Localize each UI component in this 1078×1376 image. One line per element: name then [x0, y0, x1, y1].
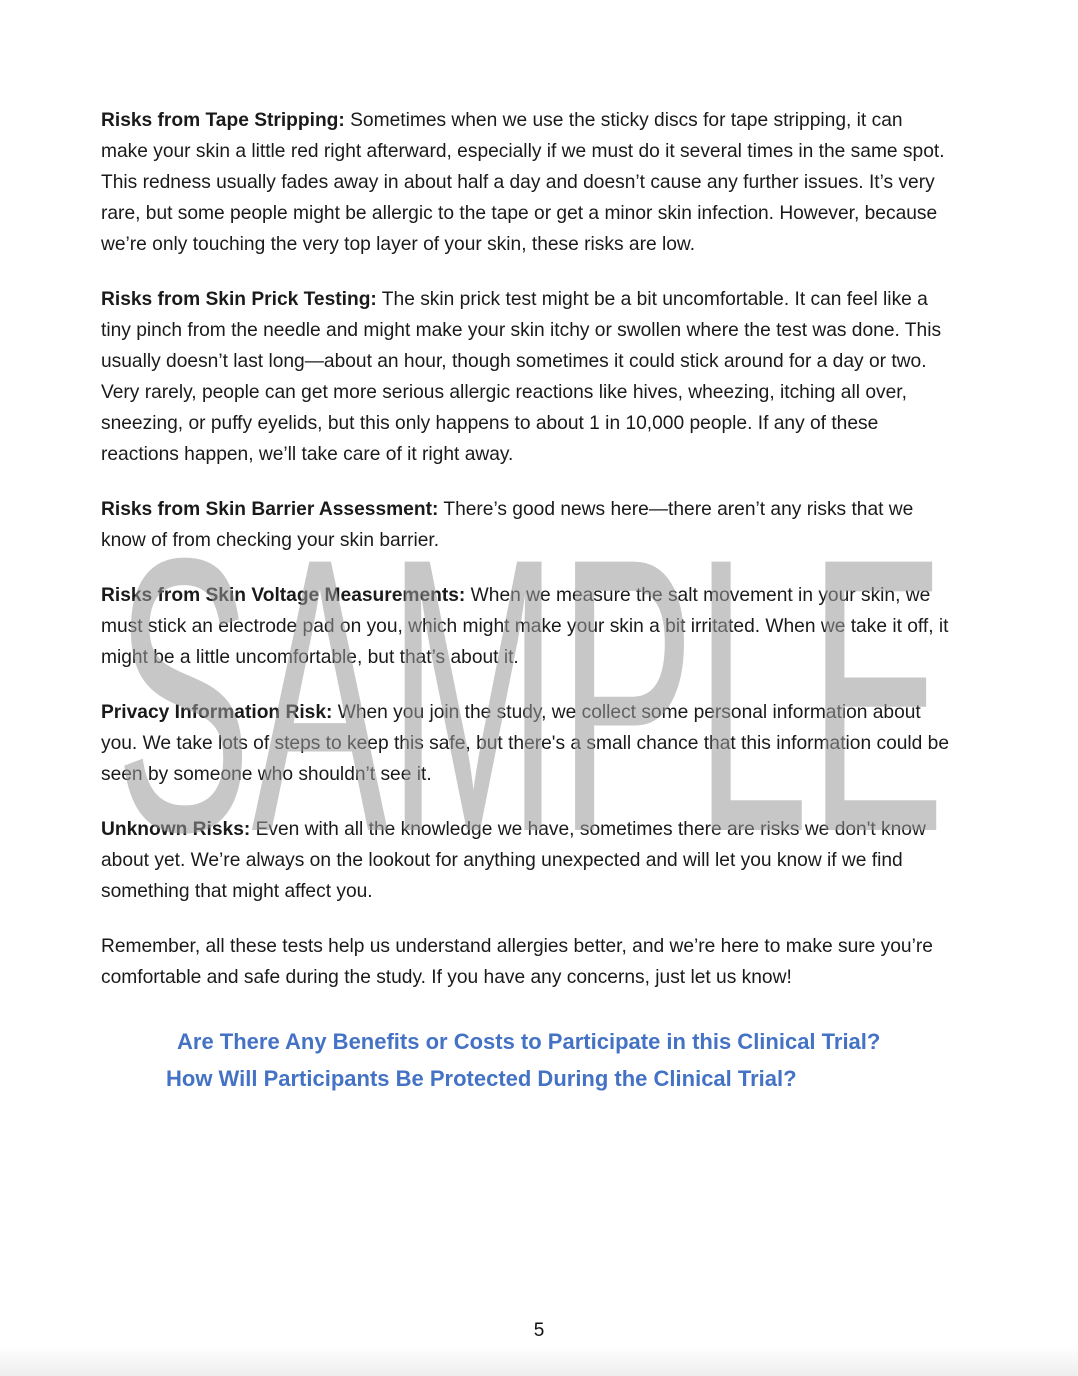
paragraph-text: The skin prick test might be a bit uncomfortable. It can feel like a tiny pinch from the needle and might make your skin itchy or swollen where the test was done. This usually doesn’t last long—about an hour, though sometimes it could stick around for a day or two. Very rarely, people can get more serious allergic reactions like hives, wheezing, itching all over, sneezing, or puffy eyelids, but this only happens to about 1 in 10,000 people. If any of these reactions happen, we’ll take care of it right away. — [101, 289, 942, 465]
page-number: 5 — [533, 1320, 545, 1341]
paragraph-skin-prick — [101, 284, 951, 470]
paragraph-text: There’s good news here—there aren’t any risks that we know of from checking your skin barrier. — [101, 499, 914, 551]
paragraph-label: Risks from Skin Barrier Assessment: — [101, 499, 439, 520]
paragraph-label: Unknown Risks: — [101, 819, 251, 840]
paragraph-text: When you join the study, we collect some personal information about you. We take lots of steps to keep this safe, but there's a small chance that this information could be seen by someone who shouldn’t see it. — [101, 702, 950, 785]
paragraph-text: Sometimes when we use the sticky discs for tape stripping, it can make your skin a little red right afterward, especially if we must do it several times in the same spot. This redness usually fades away in about half a day and doesn’t cause any further issues. It’s very rare, but some people might be allergic to the tape or get a minor skin infection. However, because we’re only touching the very top layer of your skin, these risks are low. — [101, 110, 945, 255]
paragraph-text: When we measure the salt movement in your skin, we must stick an electrode pad on you, which might make your skin a bit irritated. When we take it off, it might be a little uncomfortable, but that’s about it. — [101, 585, 949, 668]
paragraph-skin-voltage — [101, 580, 951, 673]
paragraph-label: Risks from Skin Voltage Measurements: — [101, 585, 466, 606]
paragraph-tape-stripping — [101, 105, 951, 260]
paragraph-closing: Remember, all these tests help us understand allergies better, and we’re here to make sure you’re comfortable and safe during the study. If you have any concerns, just let us know! — [101, 936, 933, 988]
page-bottom-edge — [0, 1346, 1078, 1376]
paragraph-label: Privacy Information Risk: — [101, 702, 333, 723]
heading-protection: How Will Participants Be Protected During the Clinical Trial? — [166, 1066, 797, 1091]
paragraph-text: Even with all the knowledge we have, sometimes there are risks we don't know about yet. We’re always on the lookout for anything unexpected and will let you know if we find something that might affect you. — [101, 819, 926, 902]
watermark-text: SAMPLE — [115, 545, 945, 845]
paragraph-unknown — [101, 814, 951, 907]
paragraph-skin-barrier — [101, 494, 951, 556]
paragraph-label: Risks from Skin Prick Testing: — [101, 289, 377, 310]
paragraph-label: Risks from Tape Stripping: — [101, 110, 345, 131]
heading-benefits: Are There Any Benefits or Costs to Participate in this Clinical Trial? — [177, 1029, 881, 1054]
body-content — [101, 105, 951, 1017]
paragraph-privacy — [101, 697, 951, 790]
